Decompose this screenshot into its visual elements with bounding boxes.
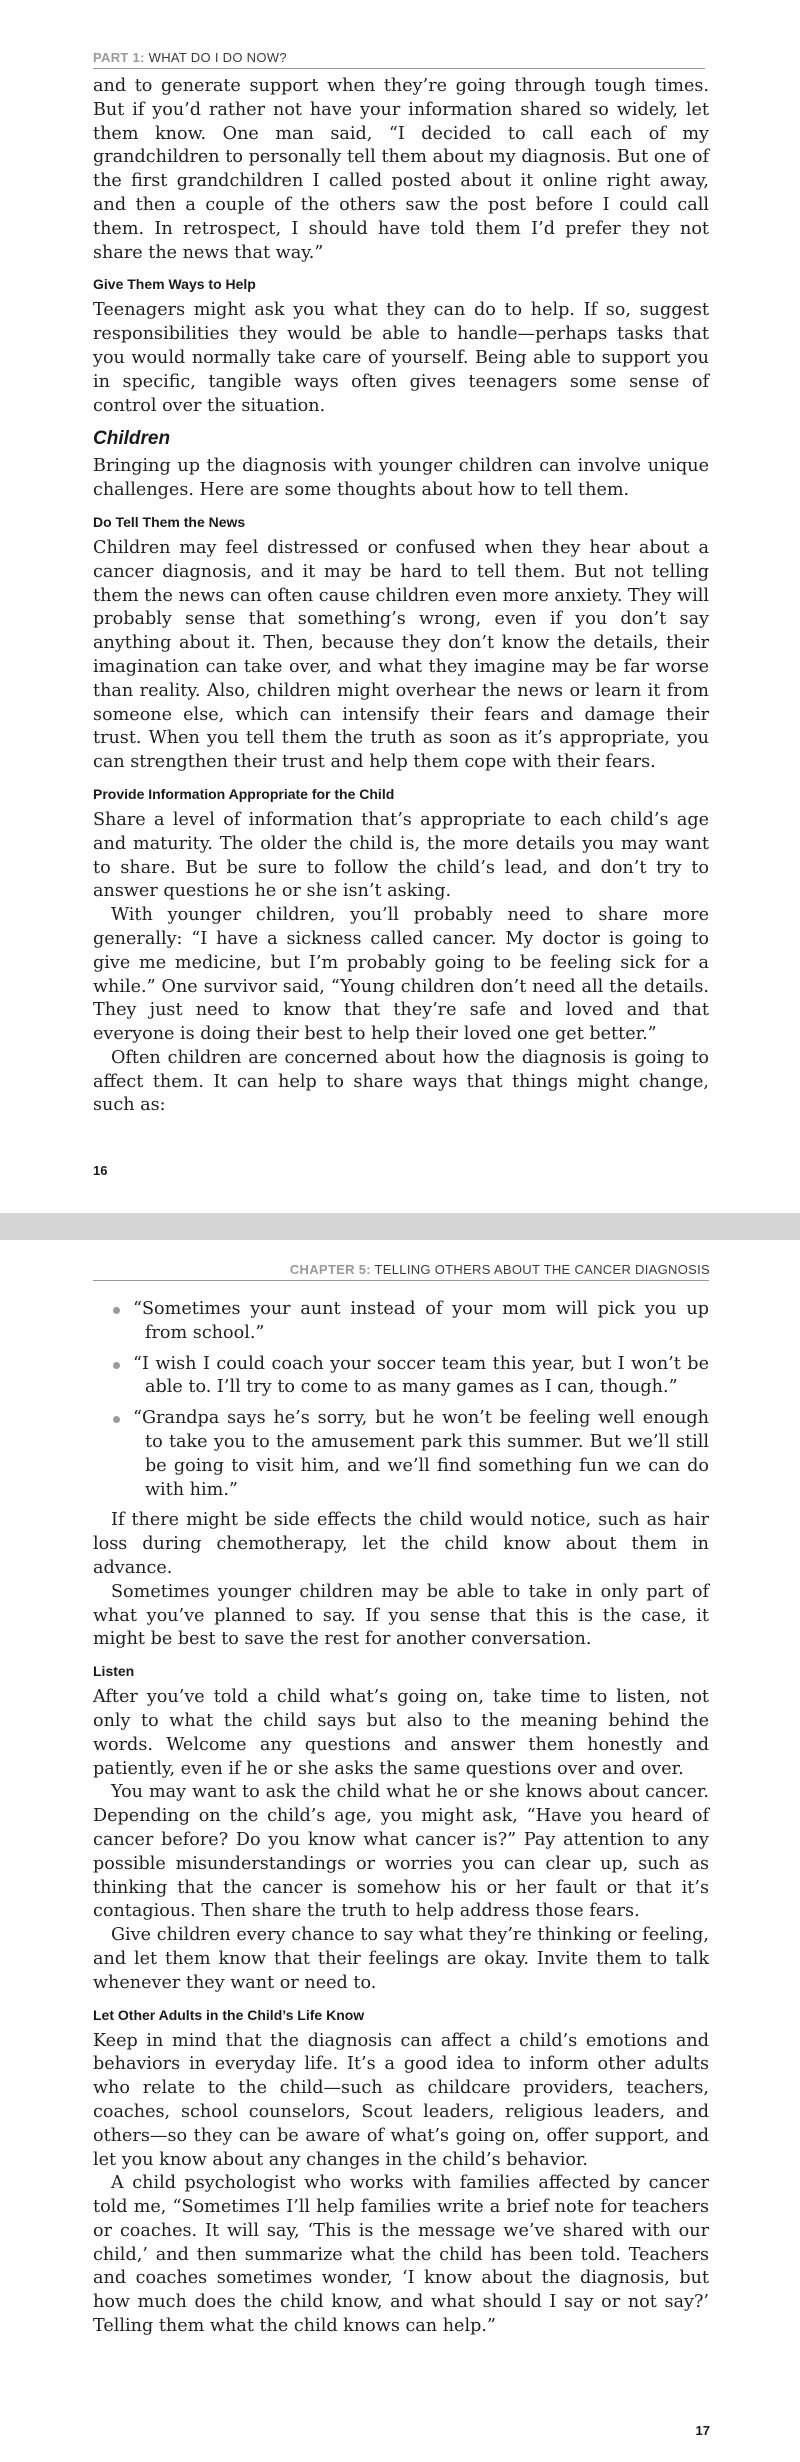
header-rule [93, 1280, 709, 1281]
paragraph: After you’ve told a child what’s going on, take time to listen, not only to what the child says but also to the meaning behind the words. Welcome any questions and answer them honestly and patiently, even if he or she asks the same questions over and over. [93, 1687, 709, 1779]
subheading: Listen [93, 1663, 135, 1680]
running-head-text: TELLING OTHERS ABOUT THE CANCER DIAGNOSIS [374, 1262, 710, 1277]
page-17-body [93, 1298, 709, 2339]
header-rule [93, 68, 705, 69]
running-head-label: CHAPTER 5: [289, 1262, 371, 1277]
page-gap [0, 1213, 800, 1240]
paragraph: Children may feel distressed or confused when they hear about a cancer diagnosis, and it may be hard to tell them. But not telling them the news can often cause children even more anxiety. They will probably sense that something’s wrong, even if you don’t say anything about it. Then, because they don’t know the details, their imagination can take over, and what they imagine may be far worse than reality. Also, children might overhear the news or learn it from someone else, which can intensify their fears and damage their trust. When you tell them the truth as soon as it’s appropriate, you can strengthen their trust and help them cope with their fears. [93, 537, 709, 773]
list-item [93, 1353, 709, 1401]
paragraph: Teenagers might ask you what they can do to help. If so, suggest responsibilities they would be able to handle—perhaps tasks that you would normally take care of yourself. Being able to support you in specific, tangible ways often gives teenagers some sense of control over the situation. [93, 300, 709, 416]
list-item-text: “Grandpa says he’s sorry, but he won’t be feeling well enough to take you to the amusement park this summer. But we’ll still be going to visit him, and we’ll find something fun we can do with him.” [133, 1408, 709, 1500]
running-head-text: WHAT DO I DO NOW? [148, 50, 287, 65]
list-item [93, 1298, 709, 1346]
paragraph: You may want to ask the child what he or she knows about cancer. Depending on the child’s age, you might ask, “Have you heard of cancer before? Do you know what cancer is?” Pay attention to any possible misunderstandings or worries you can clear up, such as thinking that the cancer is somehow his or her fault or that it’s contagious. Then share the truth to help address those fears. [93, 1782, 709, 1922]
page-16-body [93, 75, 709, 1118]
subheading: Provide Information Appropriate for the Child [93, 785, 395, 802]
running-head [93, 50, 287, 65]
paragraph: A child psychologist who works with families affected by cancer told me, “Sometimes I’ll help families write a brief note for teachers or coaches. It will say, ‘This is the message we’ve shared with our child,’ and then summarize what the child has been told. Teachers and coaches sometimes wonder, ‘I know about the diagnosis, but how much does the child know, and what should I say or not say?’ Telling them what the child knows can help.” [93, 2173, 709, 2337]
list-item-text: “Sometimes your aunt instead of your mom will pick you up from school.” [133, 1299, 709, 1343]
paragraph: Share a level of information that’s appropriate to each child’s age and maturity. The older the child is, the more details you may want to share. But be sure to follow the child’s lead, and don’t try to answer questions he or she isn’t asking. [93, 809, 709, 902]
bullet-icon [113, 1307, 120, 1314]
bullet-list [93, 1298, 709, 1502]
paragraph: With younger children, you’ll probably need to share more generally: “I have a sickness called cancer. My doctor is going to give me medicine, but I’m probably going to be feeling sick for a while.” One survivor said, “Young children don’t need all the details. They just need to know that they’re safe and loved and that everyone is doing their best to help their loved one get better.” [93, 905, 709, 1045]
bullet-icon [113, 1362, 120, 1369]
list-item [93, 1407, 709, 1502]
paragraph: Often children are concerned about how the diagnosis is going to affect them. It can help to share ways that things might change, such as: [93, 1047, 709, 1116]
bullet-icon [113, 1416, 120, 1423]
paragraph: Sometimes younger children may be able to take in only part of what you’ve planned to say. If you sense that this is the case, it might be best to save the rest for another conversation. [93, 1581, 709, 1650]
paragraph: If there might be side effects the child would notice, such as hair loss during chemotherapy, let the child know about them in advance. [93, 1510, 709, 1578]
section-heading: Children [93, 428, 171, 450]
page-16 [0, 0, 800, 1213]
paragraph: Bringing up the diagnosis with younger children can involve unique challenges. Here are some thoughts about how to tell them. [93, 456, 709, 501]
page-number: 17 [695, 2423, 710, 2438]
paragraph: Keep in mind that the diagnosis can affect a child’s emotions and behaviors in everyday life. It’s a good idea to inform other adults who relate to the child—such as childcare providers, teachers, coaches, school counselors, Scout leaders, religious leaders, and others—so they can be aware of what’s going on, offer support, and let you know about any changes in the child’s behavior. [93, 2030, 709, 2170]
running-head [290, 1262, 710, 1277]
paragraph: Give children every chance to say what they’re thinking or feeling, and let them know that their feelings are okay. Invite them to talk whenever they want or need to. [93, 1925, 709, 1993]
subheading: Let Other Adults in the Child’s Life Know [93, 2006, 365, 2023]
paragraph: and to generate support when they’re going through tough times. But if you’d rather not have your information shared so widely, let them know. One man said, “I decided to call each of my grandchildren to personally tell them about my diagnosis. But one of the first grandchildren I called posted about it online right away, and then a couple of the others saw the post before I could call them. In retrospect, I should have told them I’d prefer they not share the news that way.” [93, 76, 709, 263]
page-17 [0, 1240, 800, 2462]
page-number: 16 [93, 1163, 108, 1178]
subheading: Do Tell Them the News [93, 513, 246, 530]
list-item-text: “I wish I could coach your soccer team this year, but I won’t be able to. I’ll try to come to as many games as I can, though.” [133, 1353, 709, 1398]
running-head-label: PART 1: [93, 50, 145, 65]
subheading: Give Them Ways to Help [93, 276, 256, 293]
